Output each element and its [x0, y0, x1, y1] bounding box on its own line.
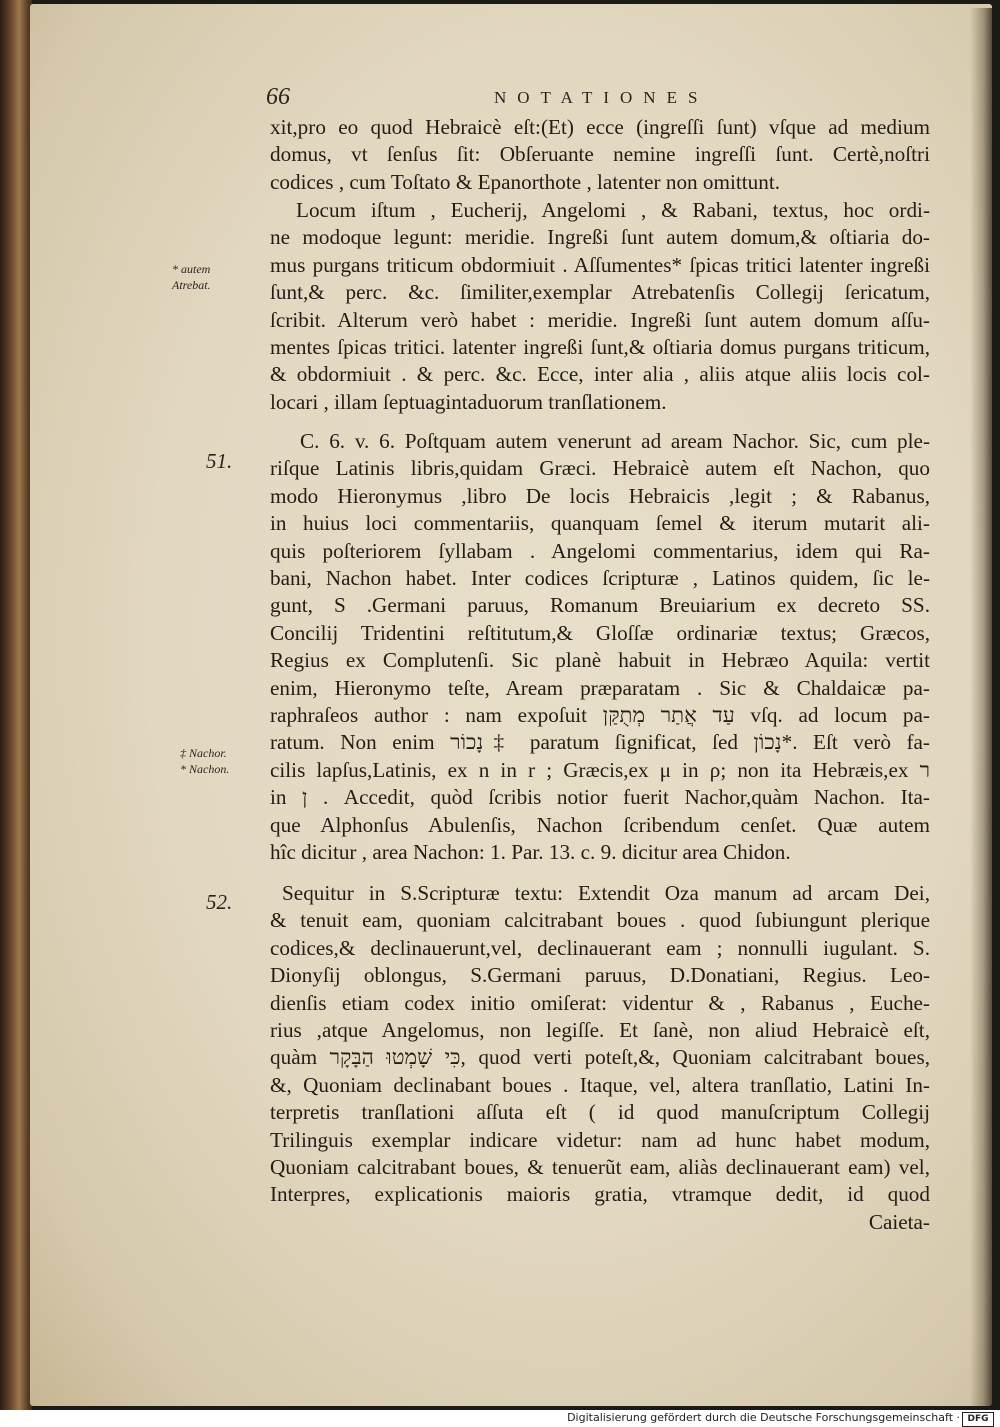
text-line: C. 6. v. 6. Poſtquam autem venerunt ad aream Nachor. Sic, cum ple-	[300, 429, 930, 453]
section-number-52: 52.	[206, 890, 233, 914]
text-line: cilis lapſus,Latinis, ex n in r ; Græcis,ex μ in ρ; non ita Hebræis,ex ר	[270, 757, 930, 782]
text-line: Dionyſij oblongus, S.Germani paruus, D.Donatiani, Regius. Leo-	[270, 963, 930, 988]
text-line: domus, vt ſenſus ſit: Obſeruante nemine ingreſſi ſunt. Certè,noſtri	[270, 142, 930, 167]
margin-note-nachor: ‡ Nachor.	[180, 746, 227, 760]
paragraph-2	[270, 197, 930, 416]
text-line: &, Quoniam declinabant boues . Itaque, vel, altera tranſlatio, Latini In-	[270, 1072, 930, 1097]
text-line: ne modoque legunt: meridie. Ingreßi ſunt autem domum,& oſtiaria do-	[270, 225, 930, 250]
digitization-credit-text: Digitalisierung gefördert durch die Deutsche Forschungsgemeinschaft ·	[567, 1411, 960, 1424]
text-line: dienſis etiam codex initio omiſerat: videntur & , Rabanus , Euche-	[270, 990, 930, 1015]
text-line: & tenuit eam, quoniam calcitrabant boues . quod ſubiungunt plerique	[270, 908, 930, 933]
text-line: raphraſeos author : nam expoſuit עַד אֲתַר מְתֻקַּן vſq. ad locum pa-	[270, 703, 930, 728]
section-number-51: 51.	[206, 449, 233, 473]
margin-note-nachon: * Nachon.	[180, 762, 230, 776]
text-line: gunt, S .Germani paruus, Romanum Breuiarium ex decreto SS.	[270, 593, 930, 618]
text-line: ſcribit. Alterum verò habet : meridie. Ingreßi ſunt autem domum aſſu-	[270, 307, 930, 332]
digitization-credit-bar	[0, 1410, 1000, 1427]
text-line: rius ,atque Angelomus, non legiſſe. Et ſanè, non aliud Hebraicè eſt,	[270, 1018, 930, 1043]
paragraph-3	[270, 428, 930, 867]
text-line: codices , cum Toſtato & Epanorthote , latenter non omittunt.	[270, 169, 781, 194]
text-line: mentes ſpicas tritici. latenter ingreßi ſunt,& oſtiaria domus purgans triticum,	[270, 335, 930, 360]
paragraph-4	[270, 880, 930, 1236]
text-line: Trilinguis exemplar indicare videtur: nam ad hunc habet modum,	[270, 1127, 930, 1152]
text-line: codices,& declinauerunt,vel, declinauerant eam ; nonnulli iugulant. S.	[270, 935, 930, 960]
text-line: quis poſteriorem ſyllabam . Angelomi commentarius, idem qui Ra-	[270, 538, 930, 563]
page-edge-shadow	[970, 8, 992, 1406]
text-line: ſunt,& perc. &c. ſimiliter,exemplar Atrebatenſis Collegij ſericatum,	[270, 280, 930, 305]
text-line: in huius loci commentariis, quanquam ſemel & iterum mutarit ali-	[270, 511, 930, 536]
text-line: in ן . Accedit, quòd ſcribis notior fuerit Nachor,quàm Nachon. Ita-	[270, 785, 930, 810]
text-line: hîc dicitur , area Nachon: 1. Par. 13. c. 9. dicitur area Chidon.	[270, 840, 791, 865]
text-line: que Alphonſus Abulenſis, Nachon ſcribendum cenſet. Quæ autem	[270, 812, 930, 837]
book-spine	[0, 0, 32, 1410]
text-line: quàm כִּי שָׁמְטוּ הַבָּקָר, quod verti poteſt,&, Quoniam calcitrabant boues,	[270, 1045, 931, 1070]
text-line: enim, Hieronymo teſte, Aream præparatam . Sic & Chaldaicæ pa-	[270, 675, 930, 700]
text-line: ratum. Non enim נָכוֹר‡ paratum ſignificat, ſed נָכוֹן*. Eſt verò fa-	[270, 730, 930, 755]
text-line: riſque Latinis libris,quidam Græci. Hebraicè autem eſt Nachon, quo	[270, 456, 930, 481]
page-number: 66	[266, 84, 290, 110]
text-line: Regius ex Complutenſi. Sic planè habuit in Hebræo Aquila: vertit	[270, 648, 930, 673]
dfg-logo-icon: DFG	[962, 1412, 994, 1427]
text-line: & obdormiuit . & perc. &c. Ecce, inter alia , aliis atque aliis locis col-	[270, 362, 930, 387]
text-line: Sequitur in S.Scripturæ textu: Extendit Oza manum ad arcam Dei,	[282, 881, 930, 905]
text-line: Locum iſtum , Eucherij, Angelomi , & Rabani, textus, hoc ordi-	[296, 198, 930, 222]
paragraph-1	[270, 114, 930, 196]
page-header	[266, 84, 926, 114]
running-head: NOTATIONES	[494, 88, 709, 107]
margin-note-autem: * autem	[172, 262, 211, 276]
margin-note-atrebat: Atrebat.	[172, 278, 211, 292]
text-line: bani, Nachon habet. Inter codices ſcripturæ , Latinos quidem, ſic le-	[270, 566, 930, 591]
text-line: Interpres, explicationis maioris gratia, vtramque dedit, id quod	[270, 1182, 930, 1207]
text-line: xit,pro eo quod Hebraicè eſt:(Et) ecce (ingreſſi ſunt) vſque ad medium	[270, 115, 930, 139]
text-line: Concilij Tridentini reſtitutum,& Gloſſæ ordinariæ textus; Græcos,	[270, 620, 930, 645]
text-line: mus purgans triticum obdormiuit . Aſſumentes* ſpicas tritici latenter ingreßi	[270, 252, 930, 277]
text-line: modo Hieronymus ,libro De locis Hebraicis ,legit ; & Rabanus,	[270, 483, 930, 508]
text-line: terpretis tranſlationi aſſuta eſt ( id quod manuſcriptum Collegij	[270, 1100, 930, 1125]
text-line: locari , illam ſeptuagintaduorum tranſlationem.	[270, 389, 667, 414]
catchword: Caieta-	[868, 1209, 930, 1234]
text-line: Quoniam calcitrabant boues, & tenuerũt eam, aliàs declinauerant eam) vel,	[270, 1155, 930, 1180]
